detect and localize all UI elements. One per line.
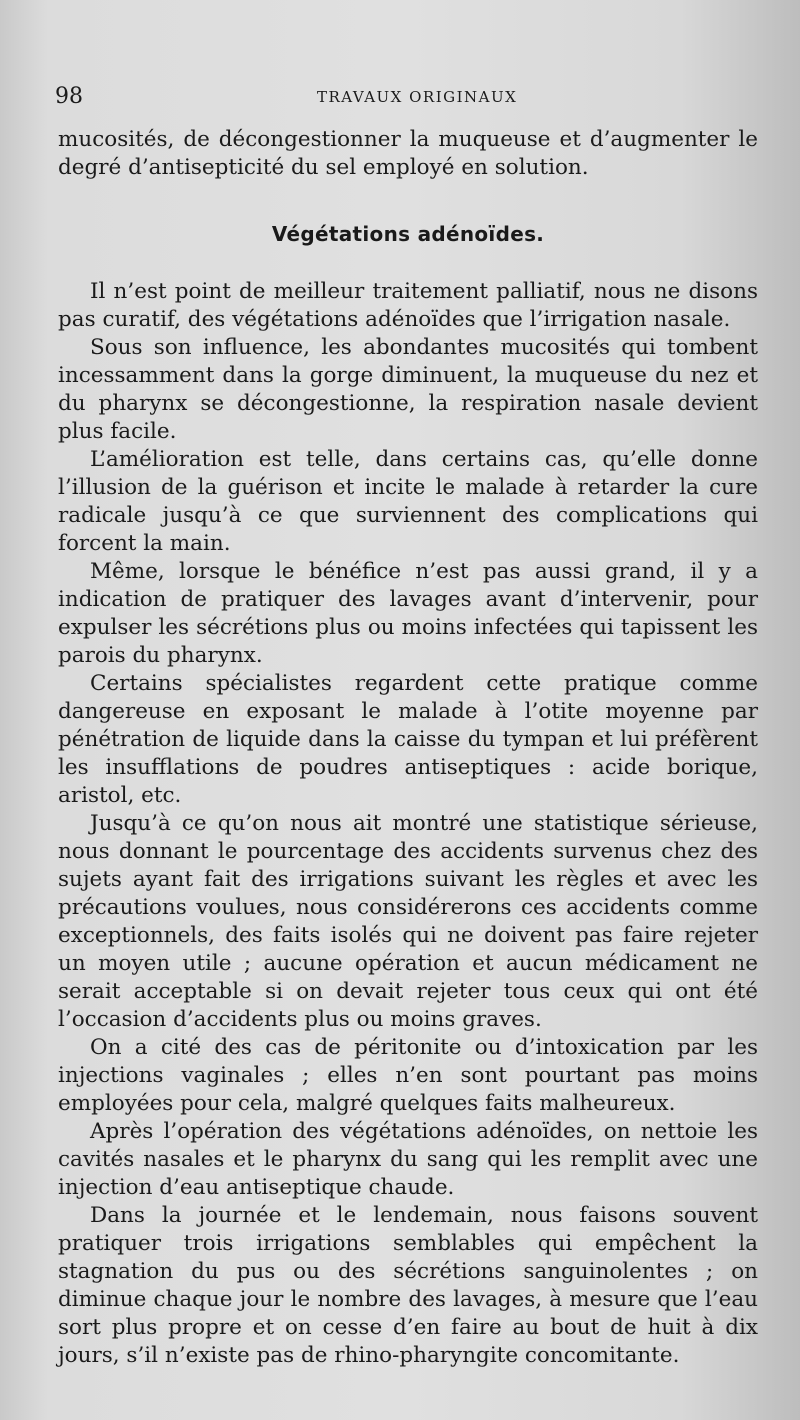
paragraph: Il n’est point de meilleur traitement palliatif, nous ne disons pas curatif, des végétations adénoïdes que l’irrigation nasale. bbox=[58, 279, 758, 332]
paragraph: Sous son influence, les abondantes mucosités qui tombent incessamment dans la gorge diminuent, la muqueuse du nez et du pharynx se décongestionne, la respiration nasale devient plus facile. bbox=[58, 335, 758, 444]
page-header bbox=[55, 84, 765, 114]
section-title: Végétations adénoïdes. bbox=[271, 222, 545, 246]
paragraph: Dans la journée et le lendemain, nous faisons souvent pratiquer trois irrigations semblables qui empêchent la stagnation du pus ou des sécrétions sanguinolentes ; on diminue chaque jour le nombre des lavages, à mesure que l’eau sort plus propre et on cesse d’en faire au bout de huit à dix jours, s’il n’existe pas de rhino-pharyngite concomitante. bbox=[58, 1203, 758, 1368]
paragraph: Certains spécialistes regardent cette pratique comme dangereuse en exposant le malade à l’otite moyenne par pénétration de liquide dans la caisse du tympan et lui préfèrent les insufflations de poudres antiseptiques : acide borique, aristol, etc. bbox=[58, 671, 758, 808]
running-head: TRAVAUX ORIGINAUX bbox=[317, 88, 518, 106]
body-text bbox=[58, 126, 758, 1370]
intro-paragraph: mucosités, de décongestionner la muqueuse et d’augmenter le degré d’antisepticité du sel employé en solution. bbox=[58, 127, 758, 180]
page-number: 98 bbox=[55, 84, 83, 109]
paragraph: On a cité des cas de péritonite ou d’intoxication par les injections vaginales ; elles n’en sont pourtant pas moins employées pour cela, malgré quelques faits malheureux. bbox=[58, 1035, 758, 1116]
paragraph: Jusqu’à ce qu’on nous ait montré une statistique sérieuse, nous donnant le pourcentage des accidents survenus chez des sujets ayant fait des irrigations suivant les règles et avec les précautions voulues, nous considérerons ces accidents comme exceptionnels, des faits isolés qui ne doivent pas faire rejeter un moyen utile ; aucune opération et aucun médicament ne serait acceptable si on devait rejeter tous ceux qui ont été l’occasion d’accidents plus ou moins graves. bbox=[58, 811, 758, 1032]
paragraph: Après l’opération des végétations adénoïdes, on nettoie les cavités nasales et le pharynx du sang qui les remplit avec une injection d’eau antiseptique chaude. bbox=[58, 1119, 758, 1200]
paragraph: L’amélioration est telle, dans certains cas, qu’elle donne l’illusion de la guérison et incite le malade à retarder la cure radicale jusqu’à ce que surviennent des complications qui forcent la main. bbox=[58, 447, 758, 556]
paragraph: Même, lorsque le bénéfice n’est pas aussi grand, il y a indication de pratiquer des lavages avant d’intervenir, pour expulser les sécrétions plus ou moins infectées qui tapissent les parois du pharynx. bbox=[58, 559, 758, 668]
